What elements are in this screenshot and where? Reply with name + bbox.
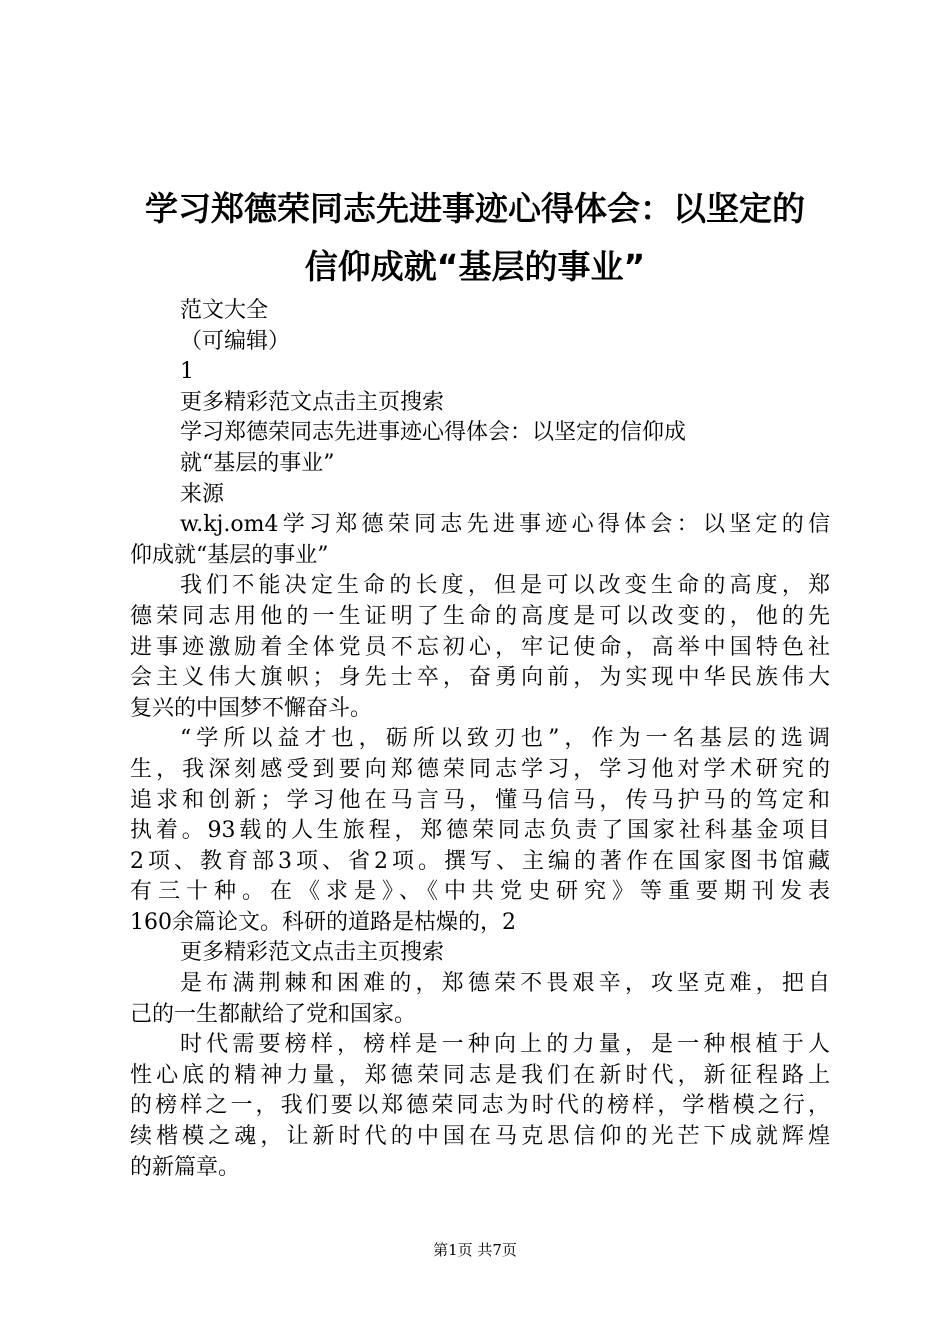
document-body	[130, 296, 830, 1183]
text-line: w.kj.om4学习郑德荣同志先进事迹心得体会：以坚定的信	[180, 512, 830, 538]
text-line: 更多精彩范文点击主页搜索	[180, 389, 445, 415]
text-line: 己的一生都献给了党和国家。	[130, 1001, 417, 1027]
text-line: 来源	[180, 481, 225, 507]
text-line: 有三十种。在《求是》、《中共党史研究》等重要期刊发表	[130, 879, 830, 905]
text-line: 进事迹激励着全体党员不忘初心，牢记使命，高举中国特色社	[130, 634, 830, 660]
text-line: 性心底的精神力量，郑德荣同志是我们在新时代，新征程路上	[130, 1062, 830, 1088]
text-line: 执着。93载的人生旅程，郑德荣同志负责了国家社科基金项目	[130, 818, 830, 844]
text-line: 我们不能决定生命的长度，但是可以改变生命的高度，郑	[180, 573, 830, 599]
text-line: 续楷模之魂，让新时代的中国在马克思信仰的光芒下成就辉煌	[130, 1124, 830, 1150]
text-line: 复兴的中国梦不懈奋斗。	[130, 695, 373, 721]
text-line: （可编辑）	[180, 328, 291, 354]
text-line: 2项、教育部3项、省2项。撰写、主编的著作在国家图书馆藏	[130, 848, 830, 874]
text-line: 追求和创新；学习他在马言马，懂马信马，传马护马的笃定和	[130, 787, 830, 813]
text-line: 就“基层的事业”	[180, 450, 335, 476]
title-line-1: 学习郑德荣同志先进事迹心得体会：以坚定的	[145, 189, 805, 228]
text-line: 的榜样之一，我们要以郑德荣同志为时代的榜样，学楷模之行，	[130, 1093, 830, 1119]
text-line: 仰成就“基层的事业”	[130, 542, 329, 568]
text-line: 160余篇论文。科研的道路是枯燥的，2	[130, 909, 516, 935]
text-line: 学习郑德荣同志先进事迹心得体会：以坚定的信仰成	[180, 420, 687, 446]
text-line: 是布满荆棘和困难的，郑德荣不畏艰辛，攻坚克难，把自	[180, 971, 830, 997]
document-title	[100, 180, 850, 296]
text-line: 时代需要榜样，榜样是一种向上的力量，是一种根植于人	[180, 1032, 830, 1058]
title-line-2: 信仰成就“基层的事业”	[304, 247, 646, 286]
text-line: 生，我深刻感受到要向郑德荣同志学习，学习他对学术研究的	[130, 756, 830, 782]
text-line: 范文大全	[180, 298, 269, 323]
text-line: 德荣同志用他的一生证明了生命的高度是可以改变的，他的先	[130, 603, 830, 629]
text-line: 会主义伟大旗帜；身先士卒，奋勇向前，为实现中华民族伟大	[130, 665, 830, 691]
text-line: 1	[180, 359, 194, 385]
page-footer: 第1页 共7页	[433, 1241, 517, 1259]
text-line: 更多精彩范文点击主页搜索	[180, 940, 445, 966]
text-line: 的新篇章。	[130, 1154, 241, 1180]
text-line: “学所以益才也，砺所以致刃也”，作为一名基层的选调	[180, 726, 830, 752]
